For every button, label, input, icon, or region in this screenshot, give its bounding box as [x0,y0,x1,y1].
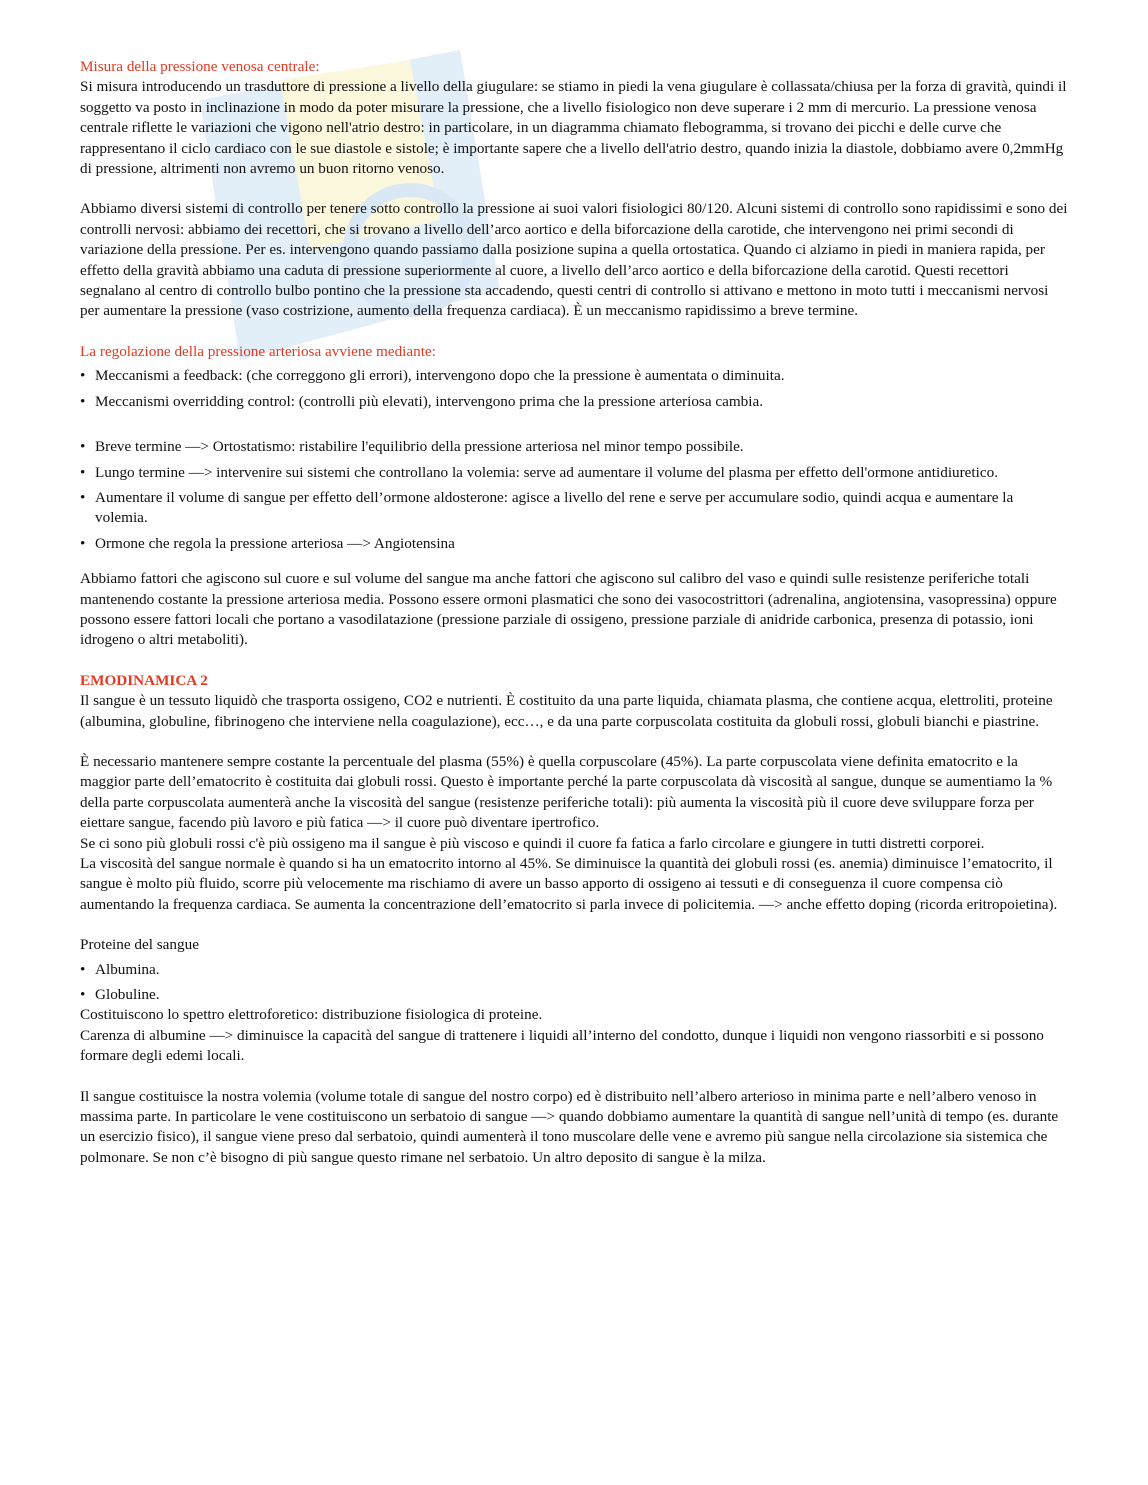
document-page [80,57,1068,1168]
paragraph-venous-pressure: Si misura introducendo un trasduttore di pressione a livello della giugulare: se stiamo in piedi la vena giugulare è collassata/chiusa per la forza di gravità, quindi il soggetto va posto in inclinazione in modo da poter misurare la pressione, che a livello fisiologico non deve superare i 2 mm di mercurio. La pressione venosa centrale riflette le variazioni che vigono nell'atrio destro: in particolare, in un diagramma chiamato flebogramma, si trovano dei picchi e delle curve che rappresentano il ciclo cardiaco con le sue diastole e sistole; è importante sapere che a livello dell'atrio destro, quando inizia la diastole, dobbiamo avere 0,2mmHg di pressione, altrimenti non avremo un buon ritorno venoso. [80,78,1067,178]
list-item-text: Meccanismi overridding control: (controlli più elevati), intervengono prima che la pressione arteriosa cambia. [95,392,764,410]
bullet-list-proteins [80,960,1068,1006]
list-item [80,366,1068,386]
list-item-text: Aumentare il volume di sangue per effetto dell’ormone aldosterone: agisce a livello del rene e serve per accumulare sodio, quindi acqua e aumentare la volemia. [95,488,1014,527]
section-heading-emodinamica: EMODINAMICA 2 [80,671,208,689]
bullet-icon: • [80,960,86,978]
bullet-icon: • [80,367,86,385]
list-item [80,392,1068,412]
list-item-text: Meccanismi a feedback: (che correggono gli errori), intervengono dopo che la pressione è aumentata o diminuita. [95,367,785,385]
paragraph-proteins-note-1: Costituiscono lo spettro elettroforetico: distribuzione fisiologica di proteine. [80,1006,543,1024]
paragraph-control-systems: Abbiamo diversi sistemi di controllo per tenere sotto controllo la pressione ai suoi valori fisiologici 80/120. Alcuni sistemi di controllo sono rapidissimi e sono dei controlli nervosi: abbiamo dei recettori, che si trovano a livello dell’arco aortico e della biforcazione della carotide, che intervengono nei primi secondi di variazione della pressione. Per es. intervengono quando passiamo dalla posizione supina a quella ortostatica. Quando ci alziamo in piedi in maniera rapida, per effetto della gravità abbiamo una caduta di pressione superiormente al cuore, a livello dell’arco aortico e della biforcazione della carotid. Questi recettori segnalano al centro di controllo bulbo pontino che la pressione sta accadendo, questi centri di controllo si attivano e mettono in moto tutti i meccanismi nervosi per aumentare la pressione (vaso costrizione, aumento della frequenza cardiaca). È un meccanismo rapidissimo a breve termine. [80,200,1068,320]
list-item-text: Lungo termine —> intervenire sui sistemi che controllano la volemia: serve ad aumentare il volume del plasma per effetto dell'ormone antidiuretico. [95,463,998,481]
paragraph-proteins-note-2: Carenza di albumine —> diminuisce la capacità del sangue di trattenere i liquidi all’interno del condotto, dunque i liquidi non vengono riassorbiti e si possono formare degli edemi locali. [80,1026,1044,1065]
paragraph-blood-intro: Il sangue è un tessuto liquidò che trasporta ossigeno, CO2 e nutrienti. È costituito da una parte liquida, chiamata plasma, che contiene acqua, elettroliti, proteine (albumina, globuline, fibrinogeno che interviene nella coagulazione), ecc…, e da una parte corpuscolata costituita da globuli rossi, globuli bianchi e piastrine. [80,692,1053,730]
list-item-text: Globuline. [95,986,160,1004]
paragraph-ematocrito-3: La viscosità del sangue normale è quando si ha un ematocrito intorno al 45%. Se diminuisce la quantità dei globuli rossi (es. anemia) diminuisce l’ematocrito, il sangue è molto più fluido, scorre più velocemente ma rischiamo di avere un basso apporto di ossigeno ai tessuti e di conseguenza il cuore compensa ciò aumentando la frequenza cardiaca. Se aumenta la concentrazione dell’ematocrito si parla invece di policitemia. —> anche effetto doping (ricorda eritropoietina). [80,855,1058,913]
bullet-list-mechanisms [80,366,1068,412]
list-item-text: Ormone che regola la pressione arteriosa —> Angiotensina [95,534,455,552]
bullet-icon: • [80,438,86,456]
list-item [80,437,1068,457]
bullet-icon: • [80,392,86,410]
bullet-list-terms [80,437,1068,554]
section-heading-venous-pressure: Misura della pressione venosa centrale: [80,58,320,75]
section-heading-regulation: La regolazione della pressione arteriosa avviene mediante: [80,342,436,360]
list-item-text: Breve termine —> Ortostatismo: ristabilire l'equilibrio della pressione arteriosa nel minor tempo possibile. [95,438,744,456]
bullet-icon: • [80,534,86,552]
list-item [80,534,1068,554]
bullet-icon: • [80,463,86,481]
list-item [80,463,1068,483]
list-item-text: Albumina. [95,960,160,978]
bullet-icon: • [80,986,86,1004]
list-item [80,960,1068,980]
bullet-icon: • [80,488,86,506]
paragraph-volemia: Il sangue costituisce la nostra volemia (volume totale di sangue del nostro corpo) ed è distribuito nell’albero arterioso in minima parte e nell’albero venoso in massima parte. In particolare le vene costituiscono un serbatoio di sangue —> quando dobbiamo aumentare la quantità di sangue nell’unità di tempo (es. durante un esercizio fisico), il sangue viene preso dal serbatoio, quindi aumenterà il tono muscolare delle vene e avremo più sangue nella circolazione sia sistemica che polmonare. Se non c’è bisogno di più sangue questo rimane nel serbatoio. Un altro deposito di sangue è la milza. [80,1087,1059,1166]
paragraph-factors: Abbiamo fattori che agiscono sul cuore e sul volume del sangue ma anche fattori che agiscono sul calibro del vaso e quindi sulle resistenze periferiche totali mantenendo costante la pressione arteriosa media. Possono essere ormoni plasmatici che sono dei vasocostrittori (adrenalina, angiotensina, vasopressina) oppure possono essere fattori locali che portano a vasodilatazione (pressione parziale di ossigeno, pressione parziale di anidride carbonica, presenza di potassio, ioni idrogeno o altri metaboliti). [80,570,1057,649]
proteins-title: Proteine del sangue [80,936,199,954]
paragraph-ematocrito-1: È necessario mantenere sempre costante la percentuale del plasma (55%) è quella corpuscolare (45%). La parte corpuscolata viene definita ematocrito e la maggior parte dell’ematocrito è costituita dai globuli rossi. Questo è importante perché la parte corpuscolata dà viscosità al sangue, dunque se aumentiamo la % della parte corpuscolata aumenterà anche la viscosità del sangue (resistenze periferiche totali): più aumenta la viscosità più il cuore deve sviluppare forza per eiettare sangue, facendo più lavoro e più fatica —> il cuore può diventare ipertrofico. [80,752,1053,832]
list-item [80,985,1068,1005]
list-item [80,488,1068,529]
paragraph-ematocrito-2: Se ci sono più globuli rossi c'è più ossigeno ma il sangue è più viscoso e quindi il cuore fa fatica a farlo circolare e giungere in tutti distretti corporei. [80,834,985,852]
